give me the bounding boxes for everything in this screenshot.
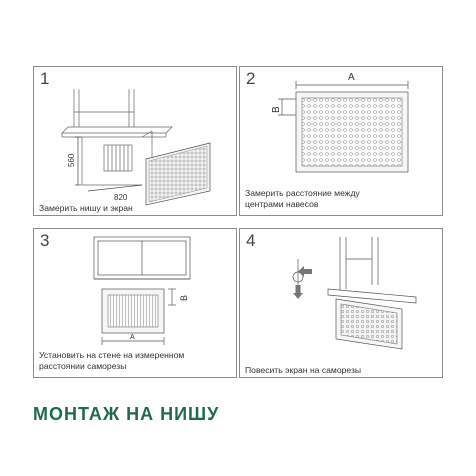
step-number: 2 <box>246 69 256 88</box>
step-number: 1 <box>40 69 50 88</box>
dim-a-label: A <box>130 334 135 341</box>
caption-line: Повесить экран на саморезы <box>245 365 362 375</box>
dim-b-label: B <box>271 106 282 113</box>
caption-line: Установить на стене на измеренном <box>39 350 185 360</box>
hang-screen-illustration <box>240 229 444 379</box>
page-title: МОНТАЖ НА НИШУ <box>33 404 220 424</box>
step-3-panel <box>33 228 237 378</box>
dim-a-label: A <box>348 72 355 83</box>
step-caption <box>245 365 361 376</box>
caption-line: Замерить расстояние между <box>245 188 360 198</box>
step-caption <box>39 203 133 214</box>
caption-line: центрами навесов <box>245 199 319 209</box>
step-4-panel <box>239 228 443 378</box>
step-number: 4 <box>246 231 256 250</box>
step-caption <box>39 350 184 372</box>
caption-line: Замерить нишу и экран <box>39 203 133 213</box>
caption-line: расстоянии саморезы <box>39 361 127 371</box>
step-number: 3 <box>40 231 50 250</box>
step-caption <box>245 188 360 210</box>
dim-b-label: B <box>179 294 189 301</box>
dim-height-label: 560 <box>67 153 76 167</box>
dim-width-label: 820 <box>114 193 128 202</box>
step-1-panel <box>33 66 237 216</box>
niche-measure-illustration <box>34 67 238 217</box>
step-2-panel <box>239 66 443 216</box>
